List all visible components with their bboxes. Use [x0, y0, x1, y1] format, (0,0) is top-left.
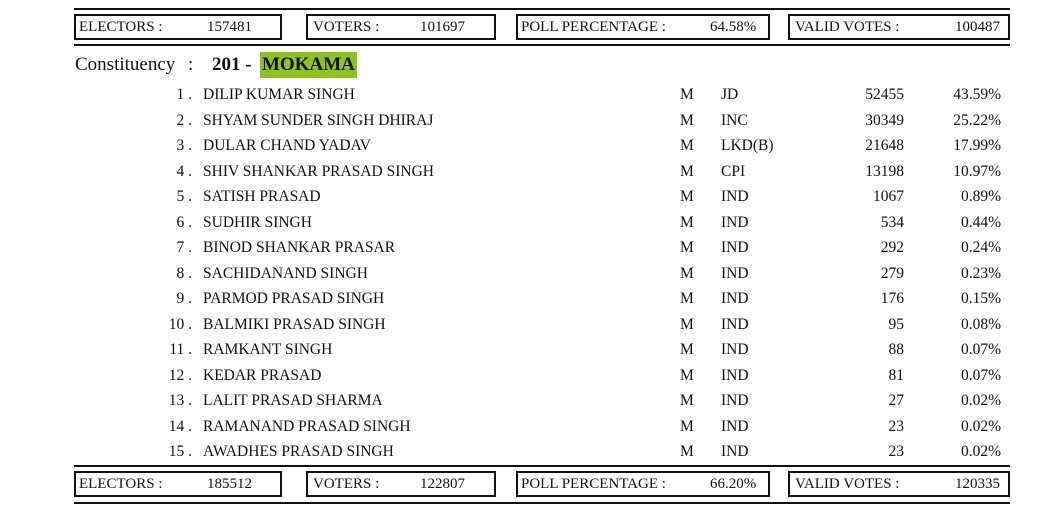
candidate-number: 13 .	[168, 392, 192, 409]
candidate-percentage: 0.44%	[960, 213, 1001, 231]
candidate-percentage: 0.15%	[960, 290, 1001, 307]
candidate-number: 7 .	[176, 239, 192, 256]
candidate-number: 1 .	[176, 86, 192, 103]
candidate-votes: 1067	[873, 188, 904, 205]
candidate-name: PARMOD PRASAD SINGH	[203, 290, 385, 307]
voters-box	[306, 14, 496, 40]
candidate-row	[0, 82, 1053, 107]
valid-votes-label: VALID VOTES :	[795, 476, 900, 492]
constituency-number: 201 -	[212, 54, 252, 75]
candidate-number: 2 .	[176, 111, 192, 129]
candidate-name: DILIP KUMAR SINGH	[203, 86, 355, 103]
electors-label: ELECTORS :	[79, 476, 163, 492]
voters-value: 101697	[420, 19, 465, 35]
poll-box	[516, 14, 770, 40]
candidate-name: BINOD SHANKAR PRASAR	[203, 239, 396, 256]
poll-label: POLL PERCENTAGE :	[521, 476, 666, 492]
top-rule-upper	[74, 8, 1010, 10]
voters-label: VOTERS :	[313, 19, 380, 35]
candidate-percentage: 0.24%	[960, 239, 1001, 256]
poll-label: POLL PERCENTAGE :	[521, 19, 666, 35]
candidate-party: CPI	[721, 162, 746, 180]
electors-label: ELECTORS :	[79, 19, 163, 35]
candidate-percentage: 0.23%	[960, 264, 1001, 282]
candidate-party: IND	[721, 392, 749, 409]
poll-box	[516, 471, 770, 497]
candidate-sex: M	[680, 315, 694, 333]
candidate-votes: 95	[888, 315, 904, 333]
candidate-party: IND	[721, 443, 749, 460]
candidate-percentage: 0.89%	[960, 188, 1001, 205]
candidate-sex: M	[680, 162, 694, 180]
candidate-number: 5 .	[176, 188, 192, 205]
candidate-percentage: 43.59%	[953, 86, 1001, 103]
valid-votes-value: 100487	[955, 19, 1000, 35]
candidate-row	[0, 133, 1053, 158]
candidate-name: LALIT PRASAD SHARMA	[203, 392, 383, 409]
candidate-name: SHIV SHANKAR PRASAD SINGH	[203, 162, 434, 180]
candidate-percentage: 0.07%	[960, 366, 1001, 384]
candidate-number: 15 .	[168, 443, 192, 460]
candidate-row	[0, 184, 1053, 209]
candidate-party: INC	[721, 111, 748, 129]
candidate-name: SACHIDANAND SINGH	[203, 264, 368, 282]
candidate-percentage: 0.02%	[960, 392, 1001, 409]
candidate-row	[0, 235, 1053, 260]
constituency-name: MOKAMA	[260, 52, 357, 78]
candidate-party: LKD(B)	[721, 137, 774, 154]
candidate-votes: 534	[880, 213, 904, 231]
candidate-party: IND	[721, 315, 749, 333]
candidate-percentage: 0.02%	[960, 417, 1001, 435]
candidate-name: SUDHIR SINGH	[203, 213, 312, 231]
candidate-number: 6 .	[176, 213, 192, 231]
candidate-sex: M	[680, 188, 694, 205]
candidate-sex: M	[680, 290, 694, 307]
candidate-number: 10 .	[168, 315, 192, 333]
candidate-party: IND	[721, 264, 749, 282]
candidate-row	[0, 363, 1053, 388]
candidate-number: 3 .	[176, 137, 192, 154]
top-rule-lower	[74, 44, 1010, 46]
candidate-row	[0, 159, 1053, 184]
candidate-percentage: 0.02%	[960, 443, 1001, 460]
voters-box	[306, 471, 496, 497]
candidate-votes: 21648	[865, 137, 904, 154]
candidate-sex: M	[680, 86, 694, 103]
bottom-rule-upper	[74, 465, 1010, 467]
candidate-number: 8 .	[176, 264, 192, 282]
valid-votes-label: VALID VOTES :	[795, 19, 900, 35]
candidate-name: AWADHES PRASAD SINGH	[203, 443, 394, 460]
candidate-votes: 279	[880, 264, 904, 282]
electors-value: 185512	[207, 476, 252, 492]
candidate-row	[0, 261, 1053, 286]
valid-votes-box	[788, 471, 1010, 497]
candidate-sex: M	[680, 213, 694, 231]
candidate-name: RAMANAND PRASAD SINGH	[203, 417, 411, 435]
candidate-sex: M	[680, 392, 694, 409]
candidate-sex: M	[680, 366, 694, 384]
candidate-number: 11 .	[169, 341, 192, 358]
candidate-party: JD	[721, 86, 739, 103]
electors-box	[74, 14, 282, 40]
candidate-votes: 23	[888, 417, 904, 435]
candidate-party: IND	[721, 366, 749, 384]
bottom-summary	[74, 471, 1010, 497]
candidate-name: KEDAR PRASAD	[203, 366, 322, 384]
candidate-sex: M	[680, 417, 694, 435]
voters-label: VOTERS :	[313, 476, 380, 492]
candidate-sex: M	[680, 443, 694, 460]
top-summary	[74, 14, 1010, 40]
candidate-votes: 292	[880, 239, 904, 256]
bottom-rule-lower	[74, 502, 1010, 504]
candidate-votes: 30349	[865, 111, 904, 129]
candidate-party: IND	[721, 341, 749, 358]
candidate-number: 12 .	[168, 366, 192, 384]
candidate-party: IND	[721, 239, 749, 256]
constituency-colon: :	[188, 54, 194, 75]
voters-value: 122807	[420, 476, 465, 492]
candidate-name: RAMKANT SINGH	[203, 341, 333, 358]
valid-votes-value: 120335	[955, 476, 1000, 492]
candidate-sex: M	[680, 264, 694, 282]
candidate-percentage: 0.08%	[960, 315, 1001, 333]
candidate-percentage: 0.07%	[960, 341, 1001, 358]
candidate-party: IND	[721, 417, 749, 435]
candidate-votes: 23	[888, 443, 904, 460]
candidate-row	[0, 312, 1053, 337]
poll-value: 66.20%	[710, 476, 757, 492]
candidate-percentage: 10.97%	[953, 162, 1001, 180]
candidate-number: 14 .	[168, 417, 192, 435]
candidate-row	[0, 337, 1053, 362]
candidate-percentage: 17.99%	[953, 137, 1001, 154]
candidate-row	[0, 286, 1053, 311]
candidate-row	[0, 108, 1053, 133]
candidate-sex: M	[680, 111, 694, 129]
electors-value: 157481	[207, 19, 252, 35]
candidate-party: IND	[721, 188, 749, 205]
candidate-name: SATISH PRASAD	[203, 188, 321, 205]
candidate-number: 9 .	[176, 290, 192, 307]
poll-value: 64.58%	[710, 19, 757, 35]
candidate-name: DULAR CHAND YADAV	[203, 137, 371, 154]
candidate-sex: M	[680, 239, 694, 256]
candidate-votes: 52455	[865, 86, 904, 103]
constituency-label: Constituency	[75, 54, 176, 75]
candidate-sex: M	[680, 341, 694, 358]
candidate-votes: 13198	[865, 162, 904, 180]
candidate-name: SHYAM SUNDER SINGH DHIRAJ	[203, 111, 434, 129]
candidate-sex: M	[680, 137, 694, 154]
candidate-votes: 88	[888, 341, 904, 358]
candidate-name: BALMIKI PRASAD SINGH	[203, 315, 386, 333]
candidate-percentage: 25.22%	[953, 111, 1001, 129]
candidate-number: 4 .	[176, 162, 192, 180]
candidate-party: IND	[721, 213, 749, 231]
candidate-votes: 81	[888, 366, 904, 384]
candidate-row	[0, 414, 1053, 439]
candidate-row	[0, 388, 1053, 413]
candidate-votes: 176	[880, 290, 904, 307]
candidate-row	[0, 439, 1053, 464]
electors-box	[74, 471, 282, 497]
valid-votes-box	[788, 14, 1010, 40]
candidate-row	[0, 210, 1053, 235]
candidate-party: IND	[721, 290, 749, 307]
candidate-votes: 27	[888, 392, 904, 409]
